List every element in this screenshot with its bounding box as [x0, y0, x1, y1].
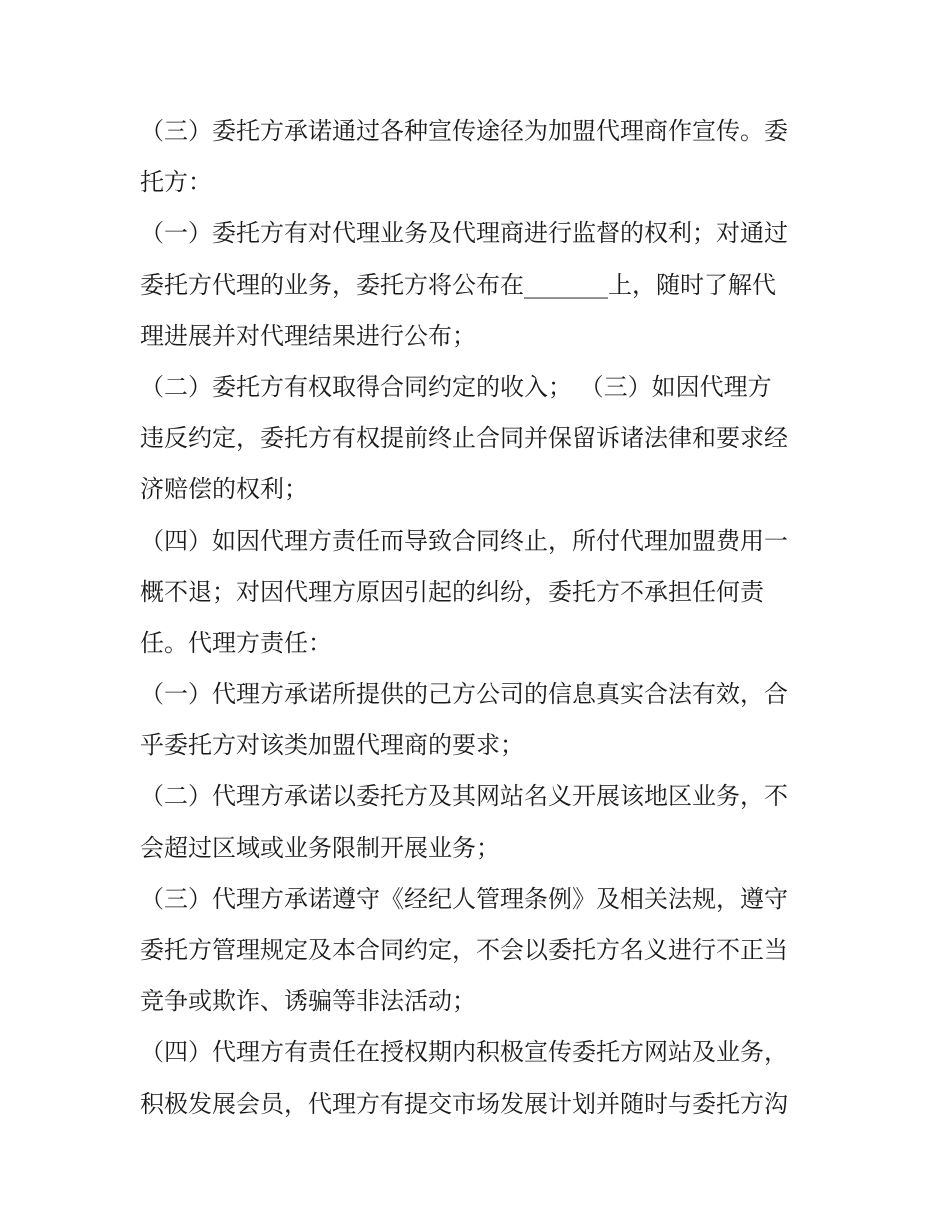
- text-line: 乎委托方对该类加盟代理商的要求；: [140, 731, 524, 760]
- text-line: 济赔偿的权利；: [140, 475, 308, 504]
- text-line: （三）代理方承诺遵守《经纪人管理条例》及相关法规，遵守: [140, 884, 788, 913]
- text-line: 违反约定，委托方有权提前终止合同并保留诉诸法律和要求经: [140, 424, 788, 453]
- text-line: （一）代理方承诺所提供的己方公司的信息真实合法有效，合: [140, 680, 788, 709]
- text-line: （二）委托方有权取得合同约定的收入； （三）如因代理方: [140, 372, 772, 401]
- text-line: 概不退；对因代理方原因引起的纠纷，委托方不承担任何责: [140, 577, 764, 606]
- text-line: 托方：: [140, 168, 212, 197]
- document-body: [140, 106, 812, 1130]
- text-line: （二）代理方承诺以委托方及其网站名义开展该地区业务，不: [140, 782, 788, 811]
- text-line: 委托方代理的业务，委托方将公布在_______上，随时了解代: [140, 270, 776, 299]
- text-line: （四）代理方有责任在授权期内积极宣传委托方网站及业务，: [140, 1038, 788, 1067]
- text-line: 会超过区域或业务限制开展业务；: [140, 833, 500, 862]
- text-line: （四）如因代理方责任而导致合同终止，所付代理加盟费用一: [140, 526, 788, 555]
- text-line: （三）委托方承诺通过各种宣传途径为加盟代理商作宣传。委: [140, 117, 788, 145]
- text-line: 竞争或欺诈、诱骗等非法活动；: [140, 987, 476, 1016]
- text-line: 积极发展会员，代理方有提交市场发展计划并随时与委托方沟: [140, 1089, 788, 1118]
- text-line: 理进展并对代理结果进行公布；: [140, 321, 476, 350]
- text-line: 任。代理方责任：: [140, 628, 332, 657]
- text-line: 委托方管理规定及本合同约定，不会以委托方名义进行不正当: [140, 936, 788, 964]
- text-line: （一）委托方有对代理业务及代理商进行监督的权利；对通过: [140, 219, 788, 248]
